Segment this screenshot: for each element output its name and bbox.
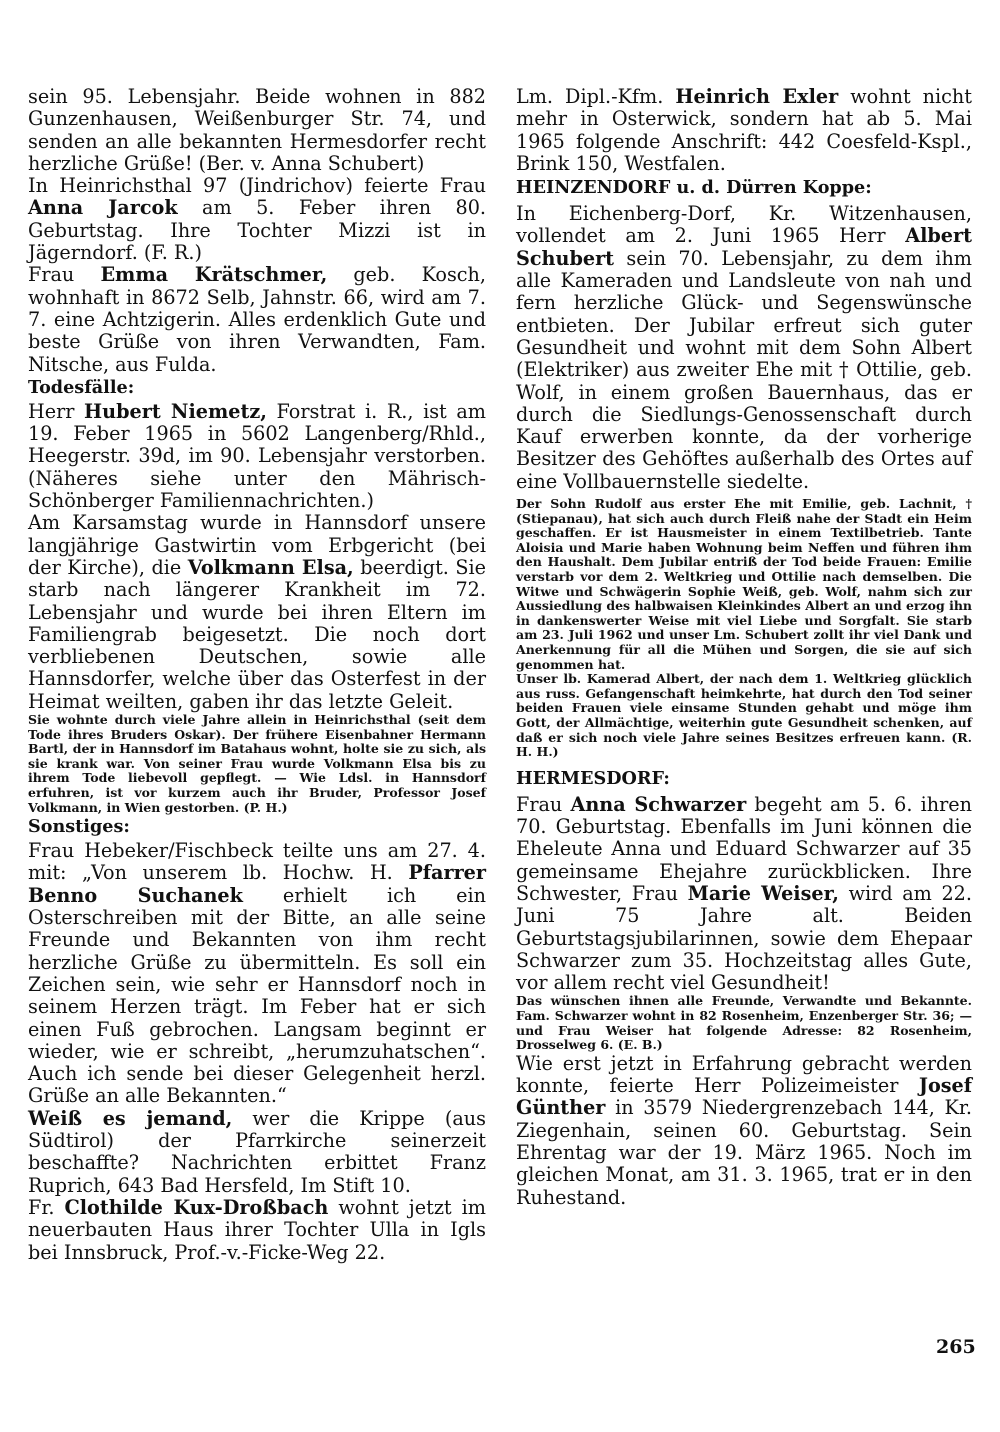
paragraph: [28, 1108, 486, 1197]
paragraph: [516, 203, 972, 493]
text: in 3579 Niedergrenzebach 144, Kr. Ziegenhain, seinen 60. Geburtstag. Sein Ehrentag war der 19. März 1965. Noch im gleichen Monat, am 31. 3. 1965, trat er in den Ruhestand.: [516, 1096, 972, 1209]
text: Frau: [28, 263, 101, 287]
text: Wie erst jetzt in Erfahrung gebracht werden konnte, feierte Herr Polizeimeister: [516, 1051, 972, 1098]
text: wird am 22. Juni 75 Jahre alt. Beiden Geburtstagsjubilarinnen, sowie dem Ehepaar Schwarzer zum 35. Hochzeitstag alles Gute, vor allem recht viel Gesundheit!: [516, 881, 972, 995]
person-name: Clothilde Kux-Droßbach: [64, 1195, 329, 1219]
paragraph: [28, 840, 486, 1108]
person-name: Volkmann Elsa,: [187, 555, 354, 579]
small-print-paragraph: Das wünschen ihnen alle Freunde, Verwandte und Bekannte. Fam. Schwarzer wohnt in 82 Rosenheim, Enzenberger Str. 36; — und Frau Weiser hat folgende Adresse: 82 Rosenheim, Drosselweg 6. (E. B.): [516, 993, 972, 1053]
text: wohnt nicht mehr in Osterwick, sondern hat ab 5. Mai 1965 folgende Anschrift: 442 Coesfeld-Kspl., Brink 150, Westfalen.: [516, 85, 972, 175]
text: In Eichenberg-Dorf, Kr. Witzenhausen, vollendet am 2. Juni 1965 Herr: [516, 202, 972, 248]
small-print-paragraph: Unser lb. Kamerad Albert, der nach dem 1. Weltkrieg glücklich aus russ. Gefangenschaft heimkehrte, hat durch den Tod seiner beiden Frauen viele einsame Stunden gehabt und möge ihm Gott, der Allmächtige, weiterhin gute Gesundheit schenken, auf daß er sich noch viele Jahre seines Besitzes erfreuen kann. (R. H. H.): [516, 671, 972, 760]
spacer: [516, 760, 972, 766]
person-name: Heinrich Exler: [675, 85, 839, 108]
section-heading: Todesfälle:: [28, 376, 135, 398]
left-column: [28, 86, 486, 1264]
text: begeht am 5. 6. ihren 70. Geburtstag. Ebenfalls im Juni können die Eheleute Anna und Eduard Schwarzer auf 35 gemeinsame Ehejahre zurückblicken. Ihre Schwester, Frau: [516, 792, 972, 905]
person-name: Pfarrer Benno Suchanek: [28, 861, 486, 907]
section-heading: HEINZENDORF u. d. Dürren Koppe:: [516, 177, 872, 199]
right-column: [516, 86, 972, 1209]
text: Frau: [516, 792, 571, 816]
paragraph: sein 95. Lebensjahr. Beide wohnen in 882 Gunzenhausen, Weißenburger Str. 74, und senden an alle bekannten Hermesdorfer recht herzliche Grüße! (Ber. v. Anna Schubert): [28, 85, 486, 175]
person-name: Hubert Niemetz,: [84, 399, 267, 423]
text: Lm. Dipl.-Kfm.: [516, 85, 676, 108]
paragraph: [516, 1053, 972, 1209]
small-print-paragraph: Sie wohnte durch viele Jahre allein in Heinrichsthal (seit dem Tode ihres Bruders Oskar). Der frühere Eisenbahner Hermann Bartl, der in Hannsdorf im Batahaus wohnt, holte sie zu sich, als sie krank war. Von seiner Frau wurde Volkmann Elsa bis zu ihrem Tode liebevoll gepflegt. — Wie Ldsl. in Hannsdorf erfuhren, ist vor kurzem auch ihr Bruder, Professor Josef Volkmann, in Wien gestorben. (P. H.): [28, 712, 486, 815]
text: In Heinrichsthal 97 (Jindrichov) feierte Frau: [28, 174, 486, 198]
text: sein 70. Lebensjahr, zu dem ihm alle Kameraden und Landsleute von nah und fern herzliche Glück- und Segenswünsche entbieten. Der Jubilar erfreut sich guter Gesundheit und wohnt mit dem Sohn Albert (Elektriker) aus zweiter Ehe mit † Ottilie, geb. Wolf, in einem großen Bauernhaus, das er durch die Siedlungs-Genossenschaft durch Kauf erwerben konnte, da der vorherige Besitzer des Gehöftes außerhalb des Ortes auf eine Vollbauernstelle siedelte.: [516, 246, 972, 493]
paragraph: [28, 1197, 486, 1264]
paragraph: [28, 175, 486, 264]
text: Am Karsamstag wurde in Hannsdorf unsere langjährige Gastwirtin vom Erbgericht (bei der Kirche), die: [28, 511, 486, 579]
person-name: Josef Günther: [516, 1074, 972, 1120]
section-heading: HERMESDORF:: [516, 767, 670, 789]
text: Frau Hebeker/Fischbeck teilte uns am 27. 4. mit: „Von unserem lb. Hochw. H.: [28, 839, 486, 885]
person-name: Anna Schwarzer: [570, 792, 747, 816]
small-print-paragraph: Der Sohn Rudolf aus erster Ehe mit Emilie, geb. Lachnit, † (Stiepanau), hat sich auch durch Fleiß nahe der Stadt ein Heim geschaffen. Er ist Hausmeister in einem Textilbetrieb. Tante Aloisia und Marie haben Wohnung beim Neffen und führen ihm den Haushalt. Dem Jubilar entriß der Tod beide Frauen: Emilie verstarb vor dem 2. Weltkrieg und Ottilie nach demselben. Die Witwe und Schwägerin Sophie Weiß, geb. Wolf, nahm sich zur Aussiedlung des halbwaisen Kleinkindes Albert an und erzog ihn in dankenswerter Weise mit viel Liebe und Sorgfalt. Sie starb am 23. Juli 1962 und unser Lm. Schubert zollt ihr viel Dank und Anerkennung für all die Mühen und Sorgen, die sie auf sich genommen hat.: [516, 496, 972, 672]
text: wer die Krippe (aus Südtirol) der Pfarrkirche seinerzeit beschaffte? Nachrichten erbittet Franz Ruprich, 643 Bad Hersfeld, Im Stift 10.: [28, 1106, 486, 1197]
text: geb. Kosch, wohnhaft in 8672 Selb, Jahnstr. 66, wird am 7. 7. eine Achtzigerin. Alles erdenklich Gute und beste Grüße von ihren Verwandten, Fam. Nitsche, aus Fulda.: [28, 263, 486, 376]
text: Fr.: [28, 1195, 65, 1219]
page-number: 265: [936, 1336, 976, 1358]
paragraph: [516, 86, 972, 175]
person-name: Anna Jarcok: [28, 196, 178, 220]
text: beerdigt. Sie starb nach längerer Krankheit im 72. Lebensjahr und wurde bei ihren Eltern im Familiengrab beigesetzt. Die noch dort verbliebenen Deutschen, sowie alle Hannsdorfer, welche über das Osterfest in der Heimat weilten, gaben ihr das letzte Geleit.: [28, 555, 486, 713]
emphasis: Weiß es jemand,: [28, 1106, 233, 1130]
text: Herr: [28, 399, 85, 423]
paragraph: [28, 401, 486, 512]
text: am 5. Feber ihren 80. Geburtstag. Ihre Tochter Mizzi ist in Jägerndorf. (F. R.): [28, 196, 486, 265]
person-name: Marie Weiser,: [687, 881, 839, 905]
paragraph: [516, 794, 972, 995]
text: Forstrat i. R., ist am 19. Feber 1965 in 5602 Langenberg/Rhld., Heegerstr. 39d, im 90. Lebensjahr verstorben. (Näheres siehe unter den Mährisch-Schönberger Familiennachrichten.): [28, 399, 486, 513]
paragraph: [28, 264, 486, 375]
text: erhielt ich ein Osterschreiben mit der Bitte, an alle seine Freunde und Bekannten von ihm recht herzliche Grüße zu übermitteln. Es soll ein Zeichen sein, wie sehr er Hannsdorf noch in seinem Herzen trägt. Im Feber hat er sich einen Fuß gebrochen. Langsam beginnt er wieder, wie er schreibt, „herumzuhatschen“. Auch ich sende bei dieser Gelegenheit herzl. Grüße an alle Bekannten.“: [28, 883, 486, 1108]
person-name: Emma Krätschmer,: [100, 263, 328, 287]
person-name: Albert Schubert: [516, 224, 972, 270]
text: wohnt jetzt im neuerbauten Haus ihrer Tochter Ulla in Igls bei Innsbruck, Prof.-v.-Ficke-Weg 22.: [28, 1195, 486, 1264]
section-heading: Sonstiges:: [28, 816, 130, 838]
paragraph: [28, 512, 486, 713]
